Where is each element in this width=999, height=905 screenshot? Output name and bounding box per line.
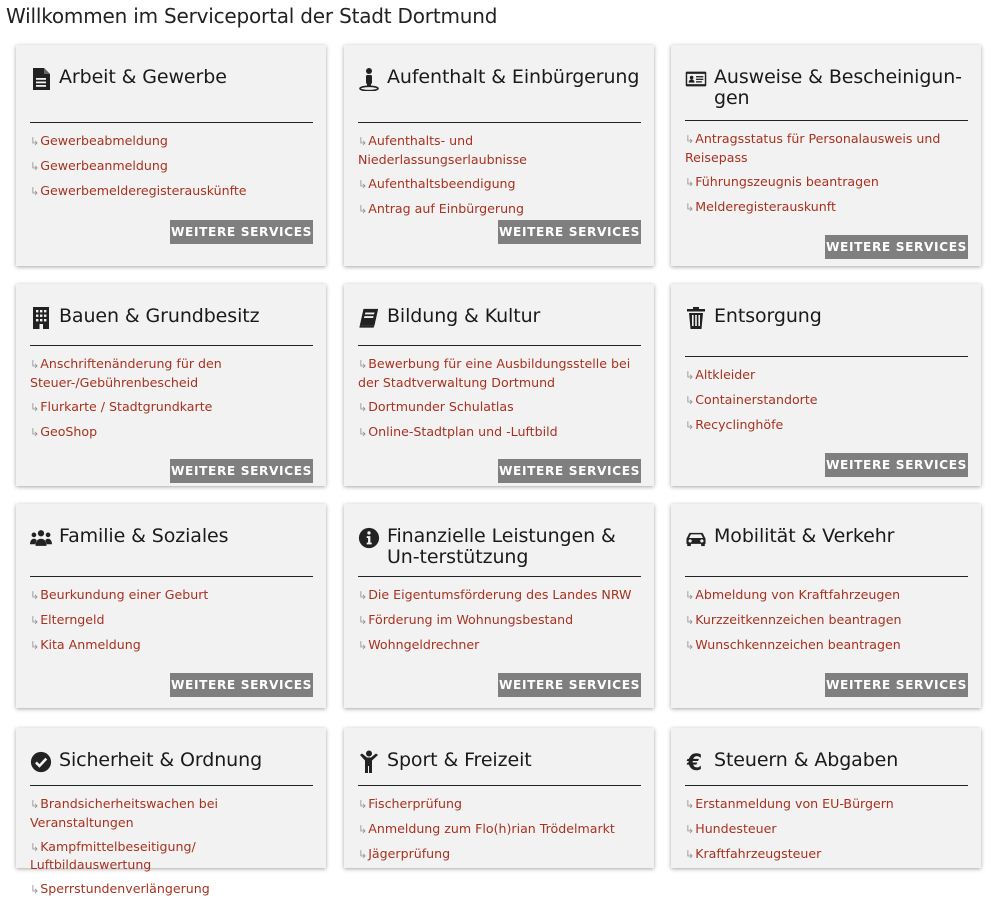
service-list-item — [358, 611, 644, 630]
link-arrow-icon: ↳ — [358, 202, 368, 216]
service-list-item — [30, 880, 316, 899]
service-list-item — [685, 636, 971, 655]
service-card — [344, 728, 654, 868]
trash-icon — [685, 306, 707, 332]
link-arrow-icon: ↳ — [30, 400, 40, 414]
card-title[interactable]: Steuern & Abgaben — [714, 749, 899, 771]
card-divider — [358, 576, 641, 577]
service-list-item — [685, 198, 971, 217]
card-header[interactable] — [685, 750, 968, 776]
service-list-item — [685, 820, 971, 839]
page-title: Willkommen im Serviceportal der Stadt Dortmund — [6, 4, 498, 28]
service-link-list — [358, 795, 644, 870]
person-standing-icon — [358, 67, 380, 93]
service-list-item — [30, 182, 316, 201]
service-link[interactable]: Beurkundung einer Geburt — [40, 587, 209, 602]
link-arrow-icon: ↳ — [685, 798, 695, 811]
card-divider — [30, 785, 313, 786]
card-title[interactable]: Finanzielle Leistungen & Un-terstützung — [387, 525, 616, 568]
service-link[interactable]: Aufenthalts- und Niederlassungserlaubnisse — [358, 133, 527, 167]
card-title[interactable]: Mobilität & Verkehr — [714, 525, 895, 547]
service-link-list — [358, 586, 644, 661]
card-title[interactable]: Entsorgung — [714, 305, 822, 327]
service-link[interactable]: Gewerbemelderegisterauskünfte — [40, 183, 247, 198]
service-list-item — [30, 838, 316, 874]
service-link-list — [685, 130, 971, 223]
service-list-item — [685, 845, 971, 864]
service-list-item — [30, 398, 316, 417]
service-list-item — [30, 586, 316, 605]
service-link[interactable]: Fischerprüfung — [368, 796, 462, 811]
service-list-item — [685, 795, 971, 814]
service-list-item — [358, 423, 644, 442]
service-list-item — [685, 366, 971, 385]
service-list-item — [358, 200, 644, 219]
card-header[interactable] — [358, 67, 641, 93]
card-title[interactable]: Arbeit & Gewerbe — [59, 66, 227, 88]
service-list-item — [358, 820, 644, 839]
link-arrow-icon: ↳ — [358, 135, 368, 148]
card-header[interactable] — [358, 306, 641, 332]
service-link[interactable]: Gewerbeanmeldung — [40, 158, 168, 173]
link-arrow-icon: ↳ — [358, 400, 368, 414]
card-divider — [358, 122, 641, 123]
service-card — [16, 45, 326, 266]
service-link[interactable]: Abmeldung von Kraftfahrzeugen — [695, 587, 901, 602]
card-divider — [30, 576, 313, 577]
child-icon — [358, 750, 380, 776]
info-icon — [358, 526, 380, 552]
service-link[interactable]: Brandsicherheitswachen bei Veranstaltungen — [30, 796, 219, 830]
card-header[interactable] — [358, 526, 641, 568]
euro-icon — [685, 750, 707, 776]
check-circle-icon — [30, 750, 52, 776]
service-list-item — [358, 845, 644, 864]
service-link[interactable]: Recyclinghöfe — [695, 417, 784, 432]
service-card — [671, 728, 981, 868]
service-link[interactable]: Melderegisterauskunft — [695, 198, 836, 214]
service-link[interactable]: Sperrstundenverlängerung — [40, 881, 210, 896]
card-title[interactable]: Ausweise & Bescheinigun-gen — [714, 66, 962, 109]
link-arrow-icon: ↳ — [30, 639, 40, 652]
link-arrow-icon: ↳ — [30, 840, 40, 854]
service-link-list — [30, 132, 316, 207]
service-link[interactable]: Dortmunder Schulatlas — [368, 398, 514, 414]
link-arrow-icon: ↳ — [685, 639, 695, 652]
card-title[interactable]: Aufenthalt & Einbürgerung — [387, 66, 640, 88]
service-list-item — [685, 130, 971, 166]
service-list-item — [30, 636, 316, 655]
card-divider — [685, 120, 968, 121]
more-services-button[interactable]: WEITERE SERVICES — [170, 220, 313, 244]
service-link-list — [30, 795, 316, 905]
service-list-item — [30, 611, 316, 630]
link-arrow-icon: ↳ — [358, 589, 368, 602]
service-list-item — [30, 132, 316, 151]
card-header[interactable] — [685, 306, 968, 332]
link-arrow-icon: ↳ — [30, 883, 40, 896]
service-list-item — [358, 795, 644, 814]
service-card — [344, 45, 654, 266]
service-link[interactable]: Wohngeldrechner — [368, 637, 480, 652]
service-card — [671, 504, 981, 708]
service-link-list — [30, 355, 316, 448]
link-arrow-icon: ↳ — [685, 369, 695, 382]
service-link[interactable]: Kampfmittelbeseitigung/ Luftbildauswertung — [30, 838, 196, 872]
card-divider — [30, 122, 313, 123]
building-icon — [30, 306, 52, 332]
link-arrow-icon: ↳ — [685, 589, 695, 602]
service-link[interactable]: Altkleider — [695, 367, 756, 382]
service-link[interactable]: GeoShop — [40, 423, 98, 439]
service-card — [16, 728, 326, 896]
service-link[interactable]: Erstanmeldung von EU-Bürgern — [695, 796, 894, 811]
card-divider — [685, 785, 968, 786]
service-card — [16, 504, 326, 708]
id-card-icon — [685, 67, 707, 93]
link-arrow-icon: ↳ — [358, 823, 368, 836]
service-link[interactable]: Kraftfahrzeugsteuer — [695, 846, 822, 861]
link-arrow-icon: ↳ — [685, 614, 695, 627]
service-link[interactable]: Antrag auf Einbürgerung — [368, 200, 525, 216]
service-link[interactable]: Antragsstatus für Personalausweis und Reisepass — [685, 131, 941, 165]
service-link-list — [685, 586, 971, 661]
more-services-button[interactable]: WEITERE SERVICES — [825, 673, 968, 697]
service-list-item — [358, 355, 644, 391]
service-link-list — [358, 132, 644, 225]
link-arrow-icon: ↳ — [30, 798, 40, 811]
service-link[interactable]: Aufenthaltsbeendigung — [368, 175, 516, 191]
card-divider — [685, 576, 968, 577]
service-link[interactable]: Jägerprüfung — [368, 846, 451, 861]
more-services-button[interactable]: WEITERE SERVICES — [825, 453, 968, 477]
more-services-button[interactable]: WEITERE SERVICES — [498, 673, 641, 697]
service-link-list — [358, 355, 644, 448]
group-icon — [30, 526, 52, 552]
link-arrow-icon: ↳ — [358, 358, 368, 371]
card-header[interactable] — [30, 750, 313, 776]
service-list-item — [30, 423, 316, 442]
service-link[interactable]: Gewerbeabmeldung — [40, 133, 168, 148]
link-arrow-icon: ↳ — [30, 614, 40, 627]
service-link[interactable]: Elterngeld — [40, 612, 105, 627]
service-list-item — [30, 157, 316, 176]
link-arrow-icon: ↳ — [30, 185, 40, 198]
card-title[interactable]: Sport & Freizeit — [387, 749, 532, 771]
card-divider — [358, 345, 641, 346]
link-arrow-icon: ↳ — [685, 848, 695, 861]
service-link[interactable]: Containerstandorte — [695, 392, 818, 407]
document-icon — [30, 67, 52, 93]
service-card — [344, 504, 654, 708]
service-link[interactable]: Die Eigentumsförderung des Landes NRW — [368, 587, 632, 602]
service-link[interactable]: Kita Anmeldung — [40, 637, 141, 652]
service-list-item — [358, 586, 644, 605]
service-link-list — [685, 795, 971, 870]
card-header[interactable] — [30, 67, 313, 93]
more-services-button[interactable]: WEITERE SERVICES — [170, 459, 313, 483]
card-header[interactable] — [30, 306, 313, 332]
link-arrow-icon: ↳ — [358, 614, 368, 627]
card-divider — [358, 785, 641, 786]
service-link[interactable]: Online-Stadtplan und -Luftbild — [368, 423, 558, 439]
service-link[interactable]: Hundesteuer — [695, 821, 777, 836]
card-title[interactable]: Familie & Soziales — [59, 525, 229, 547]
service-list-item — [685, 586, 971, 605]
card-title[interactable]: Sicherheit & Ordnung — [59, 749, 263, 771]
service-link[interactable]: Anschriftenänderung für den Steuer-/Gebührenbescheid — [30, 356, 222, 390]
svg-text:€: € — [687, 751, 703, 774]
card-header[interactable] — [685, 526, 968, 552]
service-list-item — [358, 132, 644, 168]
more-services-button[interactable]: WEITERE SERVICES — [825, 235, 968, 259]
service-card — [16, 284, 326, 486]
link-arrow-icon: ↳ — [30, 135, 40, 148]
service-list-item — [358, 175, 644, 194]
service-list-item — [685, 391, 971, 410]
service-list-item — [685, 173, 971, 192]
link-arrow-icon: ↳ — [685, 175, 695, 189]
service-card — [671, 284, 981, 486]
link-arrow-icon: ↳ — [685, 200, 695, 214]
service-list-item — [30, 355, 316, 391]
link-arrow-icon: ↳ — [30, 589, 40, 602]
card-title[interactable]: Bildung & Kultur — [387, 305, 541, 327]
link-arrow-icon: ↳ — [358, 177, 368, 191]
service-link[interactable]: Führungszeugnis beantragen — [695, 173, 879, 189]
service-list-item — [358, 636, 644, 655]
more-services-button[interactable]: WEITERE SERVICES — [170, 673, 313, 697]
service-list-item — [358, 398, 644, 417]
card-header[interactable] — [685, 67, 968, 109]
link-arrow-icon: ↳ — [30, 358, 40, 371]
service-link[interactable]: Förderung im Wohnungsbestand — [368, 612, 574, 627]
link-arrow-icon: ↳ — [358, 848, 368, 861]
book-icon — [358, 306, 380, 332]
service-list-item — [30, 795, 316, 831]
link-arrow-icon: ↳ — [685, 823, 695, 836]
link-arrow-icon: ↳ — [358, 639, 368, 652]
link-arrow-icon: ↳ — [358, 425, 368, 439]
card-header[interactable] — [30, 526, 313, 552]
service-link-list — [685, 366, 971, 441]
service-link[interactable]: Kurzzeitkennzeichen beantragen — [695, 612, 902, 627]
card-divider — [685, 356, 968, 357]
link-arrow-icon: ↳ — [30, 160, 40, 173]
service-card — [671, 45, 981, 266]
card-title[interactable]: Bauen & Grundbesitz — [59, 305, 260, 327]
link-arrow-icon: ↳ — [358, 798, 368, 811]
link-arrow-icon: ↳ — [30, 425, 40, 439]
service-card — [344, 284, 654, 486]
more-services-button[interactable]: WEITERE SERVICES — [498, 459, 641, 483]
card-header[interactable] — [358, 750, 641, 776]
service-link[interactable]: Bewerbung für eine Ausbildungsstelle bei der Stadtverwaltung Dortmund — [358, 356, 631, 390]
card-divider — [30, 345, 313, 346]
link-arrow-icon: ↳ — [685, 419, 695, 432]
service-link[interactable]: Wunschkennzeichen beantragen — [695, 637, 901, 652]
service-link[interactable]: Anmeldung zum Flo(h)rian Trödelmarkt — [368, 821, 615, 836]
service-link-list — [30, 586, 316, 661]
link-arrow-icon: ↳ — [685, 133, 695, 146]
service-list-item — [685, 611, 971, 630]
service-list-item — [685, 416, 971, 435]
more-services-button[interactable]: WEITERE SERVICES — [498, 220, 641, 244]
car-icon — [685, 526, 707, 552]
link-arrow-icon: ↳ — [685, 394, 695, 407]
service-link[interactable]: Flurkarte / Stadtgrundkarte — [40, 398, 213, 414]
